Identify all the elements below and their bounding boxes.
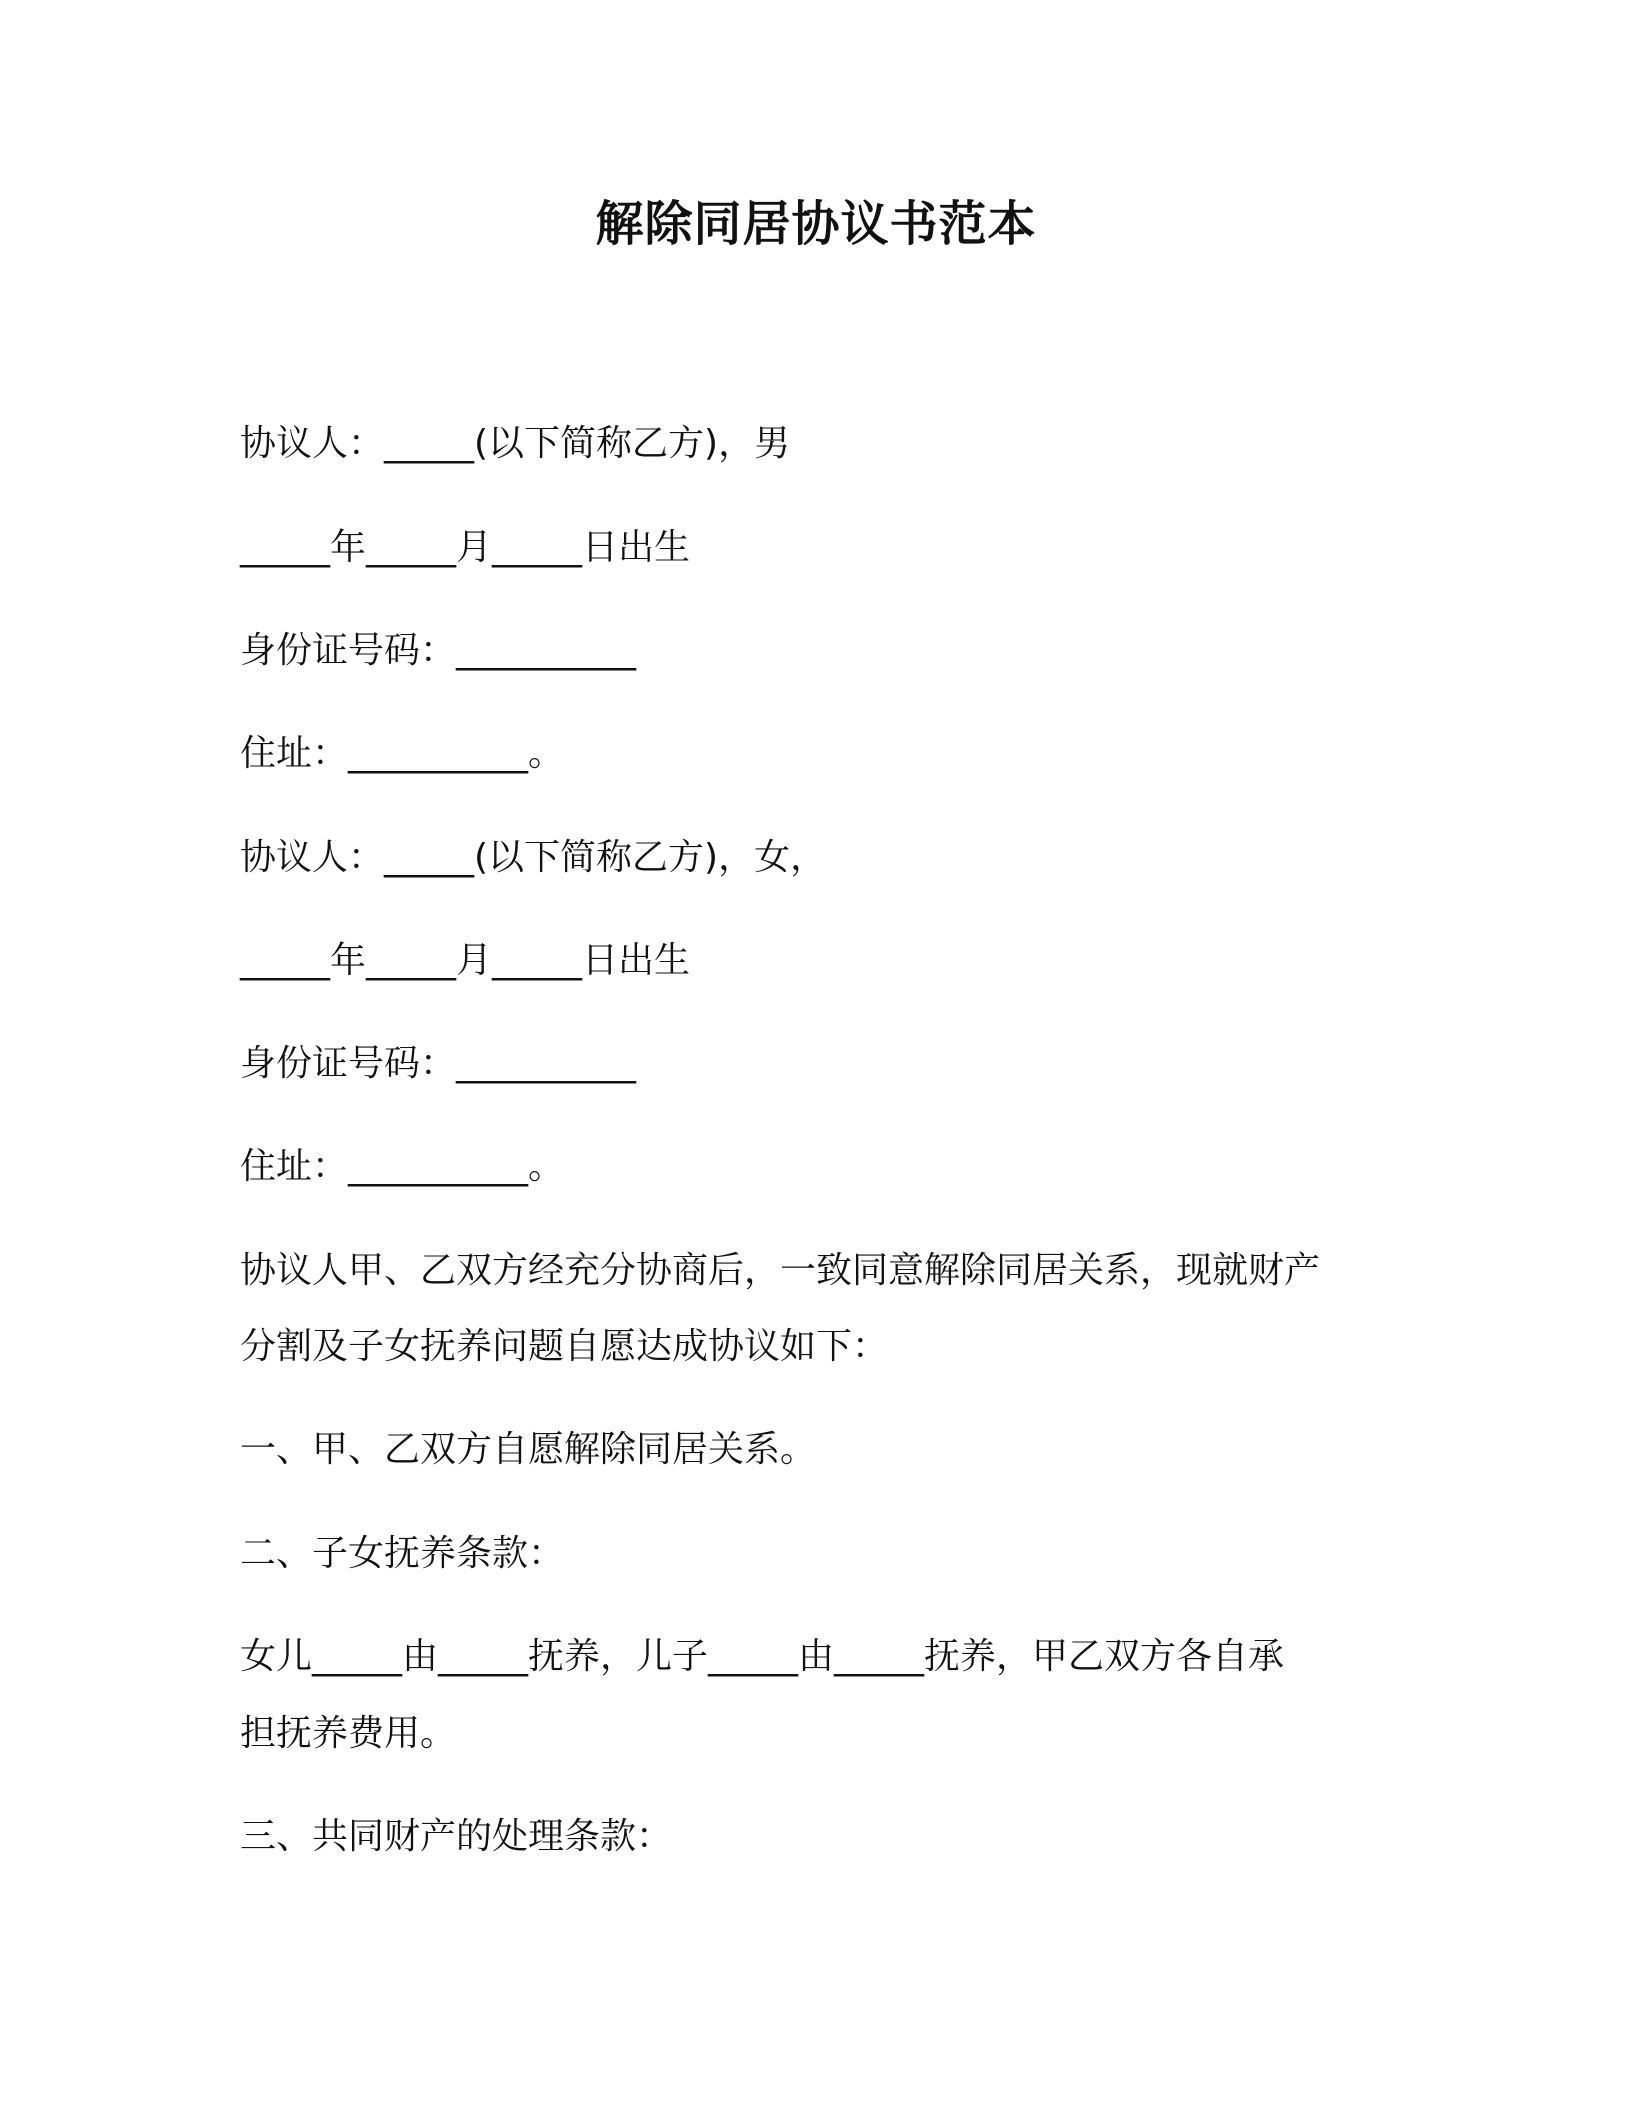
child-custody-line-1: 女儿_____由_____抚养，儿子_____由_____抚养，甲乙双方各自承 (240, 1636, 1285, 1677)
party-a-id-line: 身份证号码：__________ (240, 630, 637, 671)
clause-one: 一、甲、乙双方自愿解除同居关系。 (240, 1429, 817, 1470)
party-a-birth-line: _____年_____月_____日出生 (240, 527, 691, 568)
party-b-name-line: 协议人：_____(以下简称乙方)，女， (240, 837, 827, 878)
clause-two-heading: 二、子女抚养条款： (240, 1533, 565, 1574)
child-custody-line-2: 担抚养费用。 (240, 1713, 457, 1754)
agreement-intro-line-2: 分割及子女抚养问题自愿达成协议如下： (240, 1326, 889, 1367)
document-title: 解除同居协议书范本 (595, 196, 1037, 252)
agreement-intro-line-1: 协议人甲、乙双方经充分协商后，一致同意解除同居关系，现就财产 (240, 1250, 1321, 1291)
party-a-address-line: 住址：__________。 (240, 733, 565, 774)
party-b-id-line: 身份证号码：__________ (240, 1043, 637, 1084)
party-b-birth-line: _____年_____月_____日出生 (240, 940, 691, 981)
party-b-address-line: 住址：__________。 (240, 1146, 565, 1187)
party-a-name-line: 协议人：_____(以下简称乙方)，男 (240, 423, 791, 464)
clause-three-heading: 三、共同财产的处理条款： (240, 1816, 673, 1857)
